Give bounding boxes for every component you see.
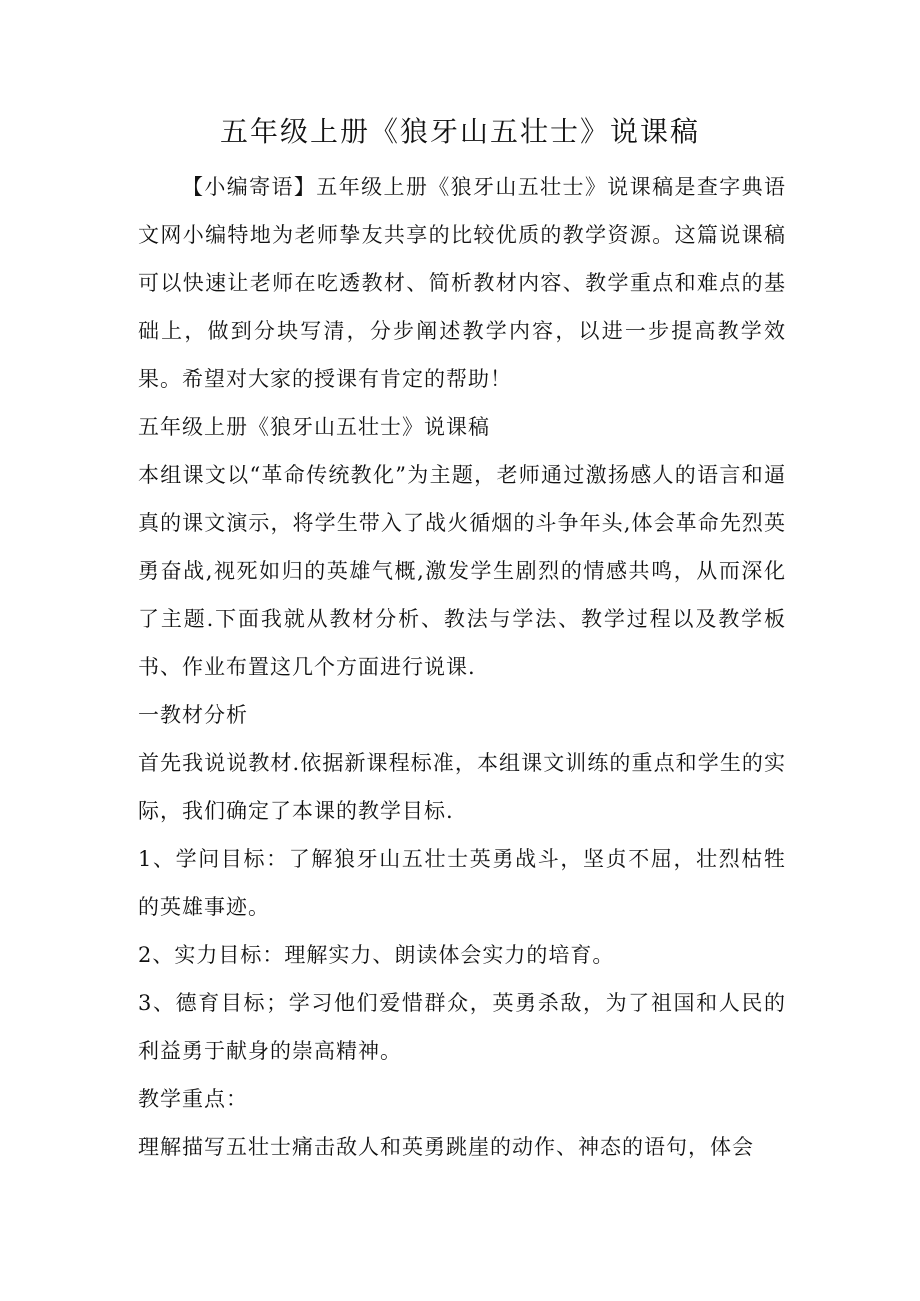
document-title: 五年级上册《狼牙山五壮士》说课稿 <box>219 115 700 148</box>
intro-paragraph: 本组课文以“革命传统教化”为主题，老师通过激扬感人的语言和逼真的课文演示，将学生带入了战火循烟的斗争年头,体会革命先烈英勇奋战,视死如归的英雄气概,激发学生剧烈的情感共鸣，从而深化了主题.下面我就从教材分析、教法与学法、教学过程以及教学板书、作业布置这几个方面进行说课. <box>138 463 786 679</box>
goal-knowledge: 1、学问目标：了解狼牙山五壮士英勇战斗，坚贞不屈，壮烈枯牲的英雄事迹。 <box>138 847 786 919</box>
goal-moral: 3、德育目标；学习他们爱惜群众，英勇杀敌，为了祖国和人民的利益勇于献身的崇高精神。 <box>138 991 786 1063</box>
subtitle-paragraph: 五年级上册《狼牙山五壮士》说课稿 <box>138 415 490 439</box>
textbook-paragraph: 首先我说说教材.依据新课程标准，本组课文训练的重点和学生的实际，我们确定了本课的教学目标. <box>138 751 786 823</box>
editor-note-paragraph: 【小编寄语】五年级上册《狼牙山五壮士》说课稿是查字典语文网小编特地为老师挚友共享的比较优质的教学资源。这篇说课稿可以快速让老师在吃透教材、简析教材内容、教学重点和难点的基础上，做到分块写清，分步阐述教学内容，以进一步提高教学效果。希望对大家的授课有肯定的帮助！ <box>138 175 786 391</box>
goal-ability: 2、实力目标：理解实力、朗读体会实力的培育。 <box>138 943 615 967</box>
key-points-paragraph: 理解描写五壮士痛击敌人和英勇跳崖的动作、神态的语句，体会 <box>138 1135 754 1159</box>
document-body <box>138 163 786 1171</box>
key-points-heading: 教学重点： <box>138 1087 248 1111</box>
section-heading: 一教材分析 <box>138 703 248 727</box>
